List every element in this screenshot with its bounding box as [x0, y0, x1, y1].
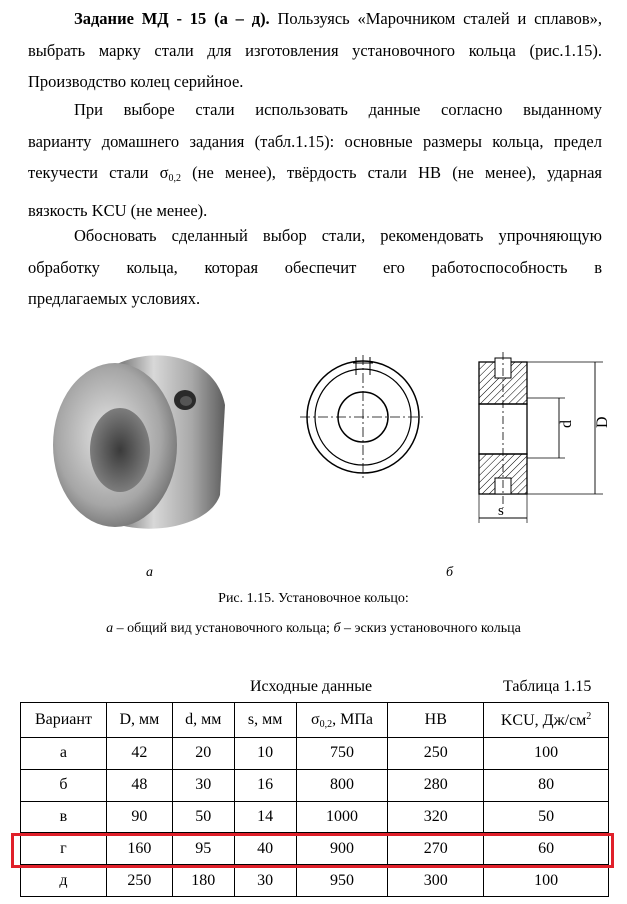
task-line: варианту домашнего задания (табл.1.15): основные размеры кольца, предел	[28, 131, 602, 151]
cell-hb: 270	[388, 833, 484, 865]
cell-variant: б	[21, 769, 107, 801]
cell-s: 40	[234, 833, 296, 865]
header-s: s, мм	[234, 703, 296, 738]
task-line: (не менее), твёрдость стали HB (не менее), ударная	[180, 163, 602, 182]
cell-d: 180	[172, 865, 234, 897]
header-kcu: KCU, $Дж/см^2$	[484, 703, 609, 738]
cell-kcu: 100	[484, 865, 609, 897]
task-line: текучести стали σ	[28, 163, 169, 182]
cell-sigma: 750	[296, 738, 388, 770]
task-paragraph-1	[28, 3, 602, 98]
cell-D: 48	[106, 769, 172, 801]
cell-d: 20	[172, 738, 234, 770]
cell-variant: а	[21, 738, 107, 770]
cell-hb: 250	[388, 738, 484, 770]
caption-letter-b: б	[333, 621, 341, 636]
ring-bore	[90, 408, 150, 492]
table-number: Таблица 1.15	[503, 678, 592, 695]
task-line: Обосновать сделанный выбор стали, рекомендовать упрочняющую	[74, 226, 602, 245]
table-row	[21, 865, 609, 897]
cell-s: 16	[234, 769, 296, 801]
task-paragraph-3	[28, 220, 602, 315]
cell-sigma: 800	[296, 769, 388, 801]
header-D: D, мм	[106, 703, 172, 738]
dim-D-label: D	[594, 416, 611, 428]
task-line: вязкость KCU (не менее).	[28, 200, 208, 220]
header-hb: HB	[388, 703, 484, 738]
cell-hb: 300	[388, 865, 484, 897]
cell-variant: г	[21, 833, 107, 865]
figure-caption: Рис. 1.15. Установочное кольцо:	[218, 591, 409, 606]
cell-d: 50	[172, 801, 234, 833]
table-row	[21, 801, 609, 833]
task-intro-text: Пользуясь «Марочником сталей и сплавов»,	[269, 9, 602, 28]
caption-letter-a: а	[106, 621, 114, 636]
task-line: При выборе стали использовать данные согласно выданному	[74, 100, 602, 119]
ring-photo	[45, 335, 235, 535]
table-row	[21, 738, 609, 770]
task-title: Задание МД - 15 (а – д).	[74, 9, 270, 28]
figure-label-a: а	[146, 565, 153, 580]
figure-caption-legend	[0, 621, 627, 637]
dim-s-label: s	[498, 503, 504, 519]
table-header-row	[21, 703, 609, 738]
cell-sigma: 900	[296, 833, 388, 865]
task-line: обработку кольца, которая обеспечит его работоспособность в	[28, 257, 602, 277]
cell-variant: в	[21, 801, 107, 833]
cell-D: 250	[106, 865, 172, 897]
cell-kcu: 100	[484, 738, 609, 770]
cell-D: 90	[106, 801, 172, 833]
cell-d: 30	[172, 769, 234, 801]
cell-hb: 320	[388, 801, 484, 833]
cell-s: 10	[234, 738, 296, 770]
sigma-subscript: 0,2	[168, 173, 181, 184]
header-variant: Вариант	[21, 703, 107, 738]
task-paragraph-2	[28, 94, 602, 226]
cell-D: 42	[106, 738, 172, 770]
cell-s: 30	[234, 865, 296, 897]
cell-kcu: 50	[484, 801, 609, 833]
header-sigma: $\sigma_{0,2}$, МПа	[296, 703, 388, 738]
cell-variant: д	[21, 865, 107, 897]
task-line: выбрать марку стали для изготовления установочного кольца (рис.1.15).	[28, 40, 602, 60]
table-title: Исходные данные	[250, 678, 373, 695]
cell-sigma: 1000	[296, 801, 388, 833]
cell-kcu: 80	[484, 769, 609, 801]
task-line: Производство колец серийное.	[28, 72, 244, 91]
row-highlight-box	[11, 833, 614, 868]
header-d: d, мм	[172, 703, 234, 738]
cell-kcu: 60	[484, 833, 609, 865]
figure-label-b: б	[446, 565, 454, 580]
caption-text-a: – общий вид установочного кольца;	[113, 621, 334, 636]
cell-d: 95	[172, 833, 234, 865]
task-line: предлагаемых условиях.	[28, 289, 201, 308]
dim-d-label: d	[558, 420, 575, 428]
table-row	[21, 769, 609, 801]
ring-side-sketch	[465, 348, 615, 528]
caption-text-b: – эскиз установочного кольца	[340, 621, 521, 636]
cell-sigma: 950	[296, 865, 388, 897]
cell-s: 14	[234, 801, 296, 833]
ring-front-sketch	[298, 355, 428, 485]
cell-D: 160	[106, 833, 172, 865]
cell-hb: 280	[388, 769, 484, 801]
